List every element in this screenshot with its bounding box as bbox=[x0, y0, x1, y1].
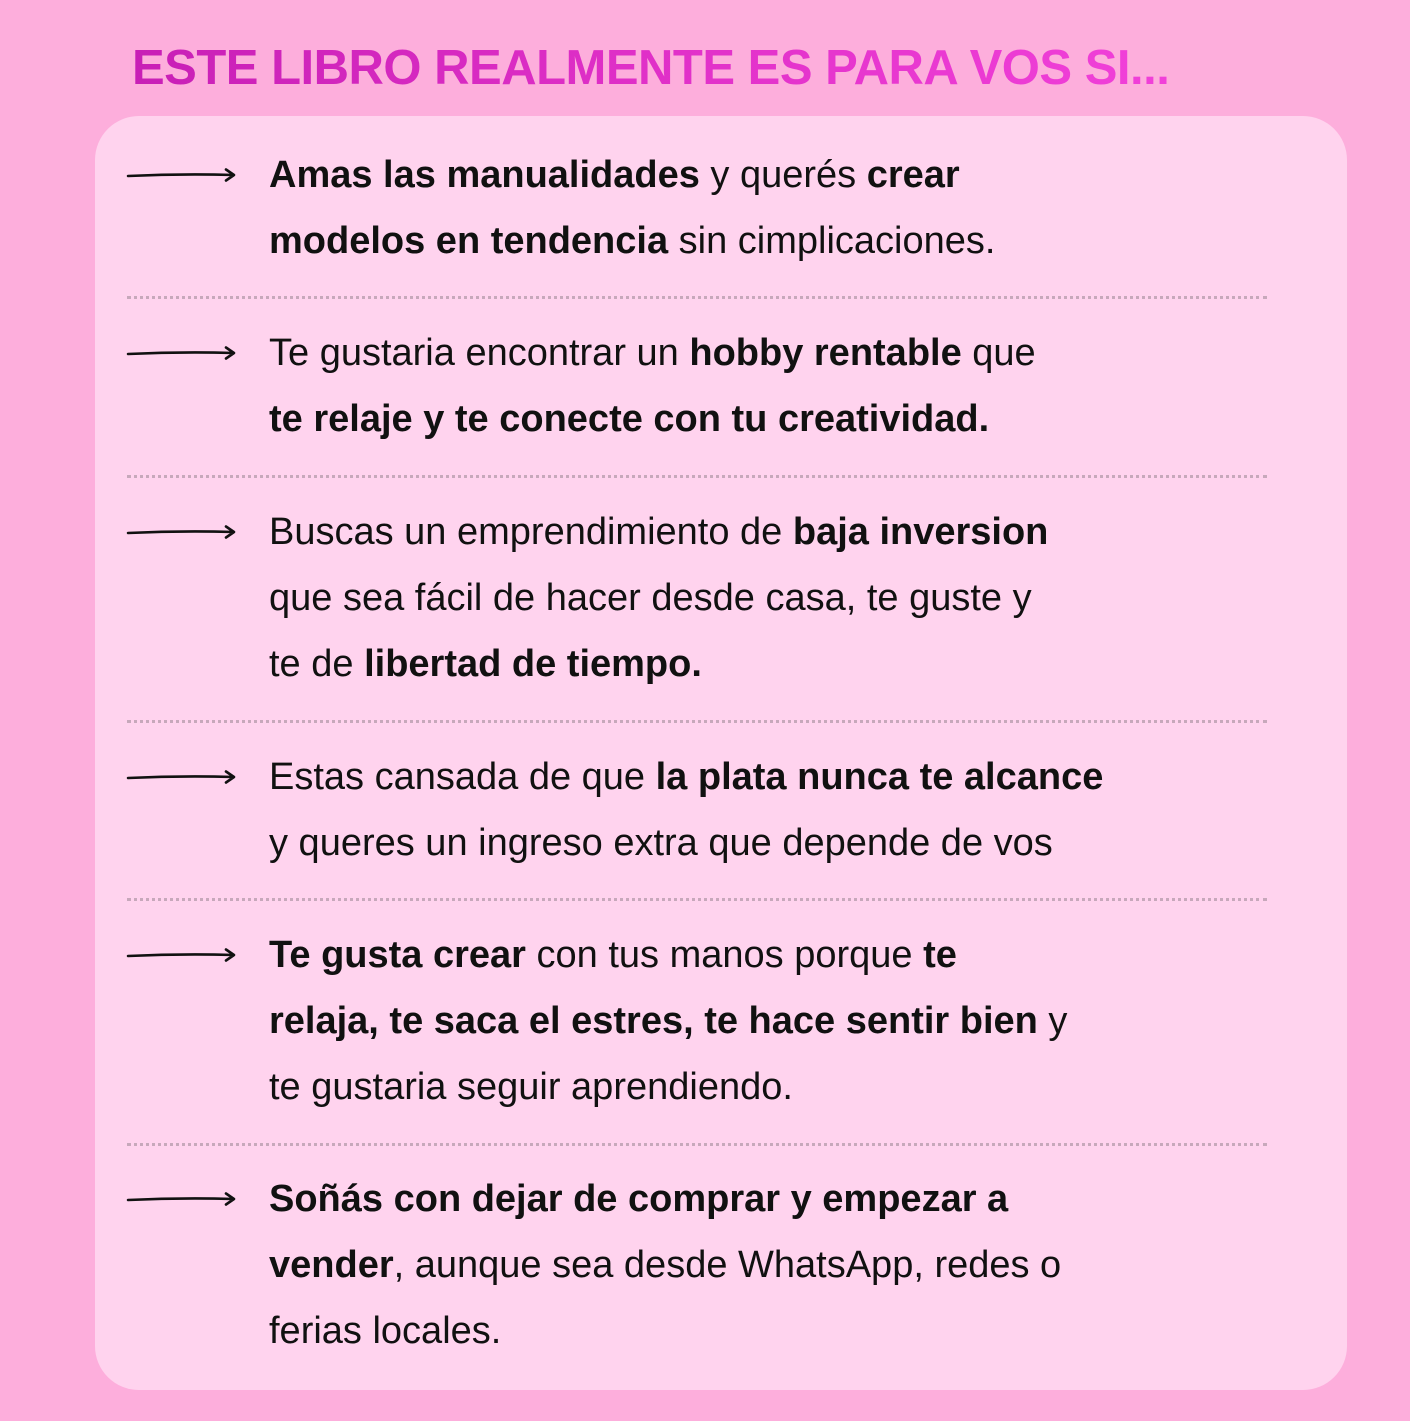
arrow-right-icon bbox=[126, 168, 238, 182]
item-line bbox=[269, 386, 1329, 452]
item-line bbox=[269, 565, 1329, 631]
bold-segment: te bbox=[923, 934, 957, 976]
item-line bbox=[269, 1232, 1329, 1298]
text-segment: ferias locales. bbox=[269, 1310, 502, 1352]
text-segment: y bbox=[1037, 1000, 1068, 1042]
dotted-divider bbox=[127, 720, 1267, 723]
dotted-divider bbox=[127, 296, 1267, 299]
bold-segment: modelos en tendencia bbox=[269, 220, 669, 262]
arrow-right-icon bbox=[126, 948, 238, 962]
arrow-right-icon bbox=[126, 1192, 238, 1206]
text-segment: Estas cansada de que bbox=[269, 756, 656, 798]
item-line bbox=[269, 1166, 1329, 1232]
bold-segment: vender bbox=[269, 1244, 394, 1286]
dotted-divider bbox=[127, 475, 1267, 478]
arrow-right-icon bbox=[126, 770, 238, 784]
bold-segment: la plata nunca te alcance bbox=[655, 756, 1104, 798]
item-line bbox=[269, 1298, 1329, 1364]
bold-segment: hobby rentable bbox=[689, 332, 962, 374]
item-text bbox=[269, 744, 1329, 876]
item-text bbox=[269, 499, 1329, 697]
text-segment: , aunque sea desde WhatsApp, redes o bbox=[393, 1244, 1062, 1286]
item-line bbox=[269, 1054, 1329, 1120]
text-segment: Te gustaria encontrar un bbox=[269, 332, 690, 374]
text-segment: te gustaria seguir aprendiendo. bbox=[269, 1066, 793, 1108]
bold-segment: baja inversion bbox=[792, 511, 1049, 553]
text-segment: te de bbox=[269, 643, 365, 685]
bold-segment: Te gusta crear bbox=[269, 934, 526, 976]
bold-segment: te relaje y te conecte con tu creatividad. bbox=[269, 398, 990, 440]
item-text bbox=[269, 320, 1329, 452]
bold-segment: crear bbox=[866, 154, 960, 196]
text-segment: que bbox=[961, 332, 1036, 374]
item-line bbox=[269, 744, 1329, 810]
content-card bbox=[95, 116, 1347, 1390]
arrow-right-icon bbox=[126, 525, 238, 539]
bold-segment: relaja, te saca el estres, te hace sentir bien bbox=[269, 1000, 1038, 1042]
item-text bbox=[269, 922, 1329, 1120]
item-line bbox=[269, 922, 1329, 988]
item-line bbox=[269, 988, 1329, 1054]
item-line bbox=[269, 810, 1329, 876]
text-segment: y queres un ingreso extra que depende de vos bbox=[269, 822, 1053, 864]
item-text bbox=[269, 1166, 1329, 1364]
text-segment: con tus manos porque bbox=[525, 934, 924, 976]
item-line bbox=[269, 631, 1329, 697]
text-segment: y querés bbox=[699, 154, 867, 196]
dotted-divider bbox=[127, 1143, 1267, 1146]
bold-segment: Amas las manualidades bbox=[269, 154, 700, 196]
dotted-divider bbox=[127, 898, 1267, 901]
item-line bbox=[269, 142, 1329, 208]
page-title: ESTE LIBRO REALMENTE ES PARA VOS SI... bbox=[132, 41, 1170, 95]
item-line bbox=[269, 499, 1329, 565]
text-segment: sin cimplicaciones. bbox=[668, 220, 996, 262]
item-line bbox=[269, 208, 1329, 274]
item-line bbox=[269, 320, 1329, 386]
bold-segment: libertad de tiempo. bbox=[364, 643, 702, 685]
text-segment: Buscas un emprendimiento de bbox=[269, 511, 793, 553]
arrow-right-icon bbox=[126, 346, 238, 360]
item-text bbox=[269, 142, 1329, 274]
bold-segment: Soñás con dejar de comprar y empezar a bbox=[269, 1178, 1009, 1220]
text-segment: que sea fácil de hacer desde casa, te guste y bbox=[269, 577, 1032, 619]
